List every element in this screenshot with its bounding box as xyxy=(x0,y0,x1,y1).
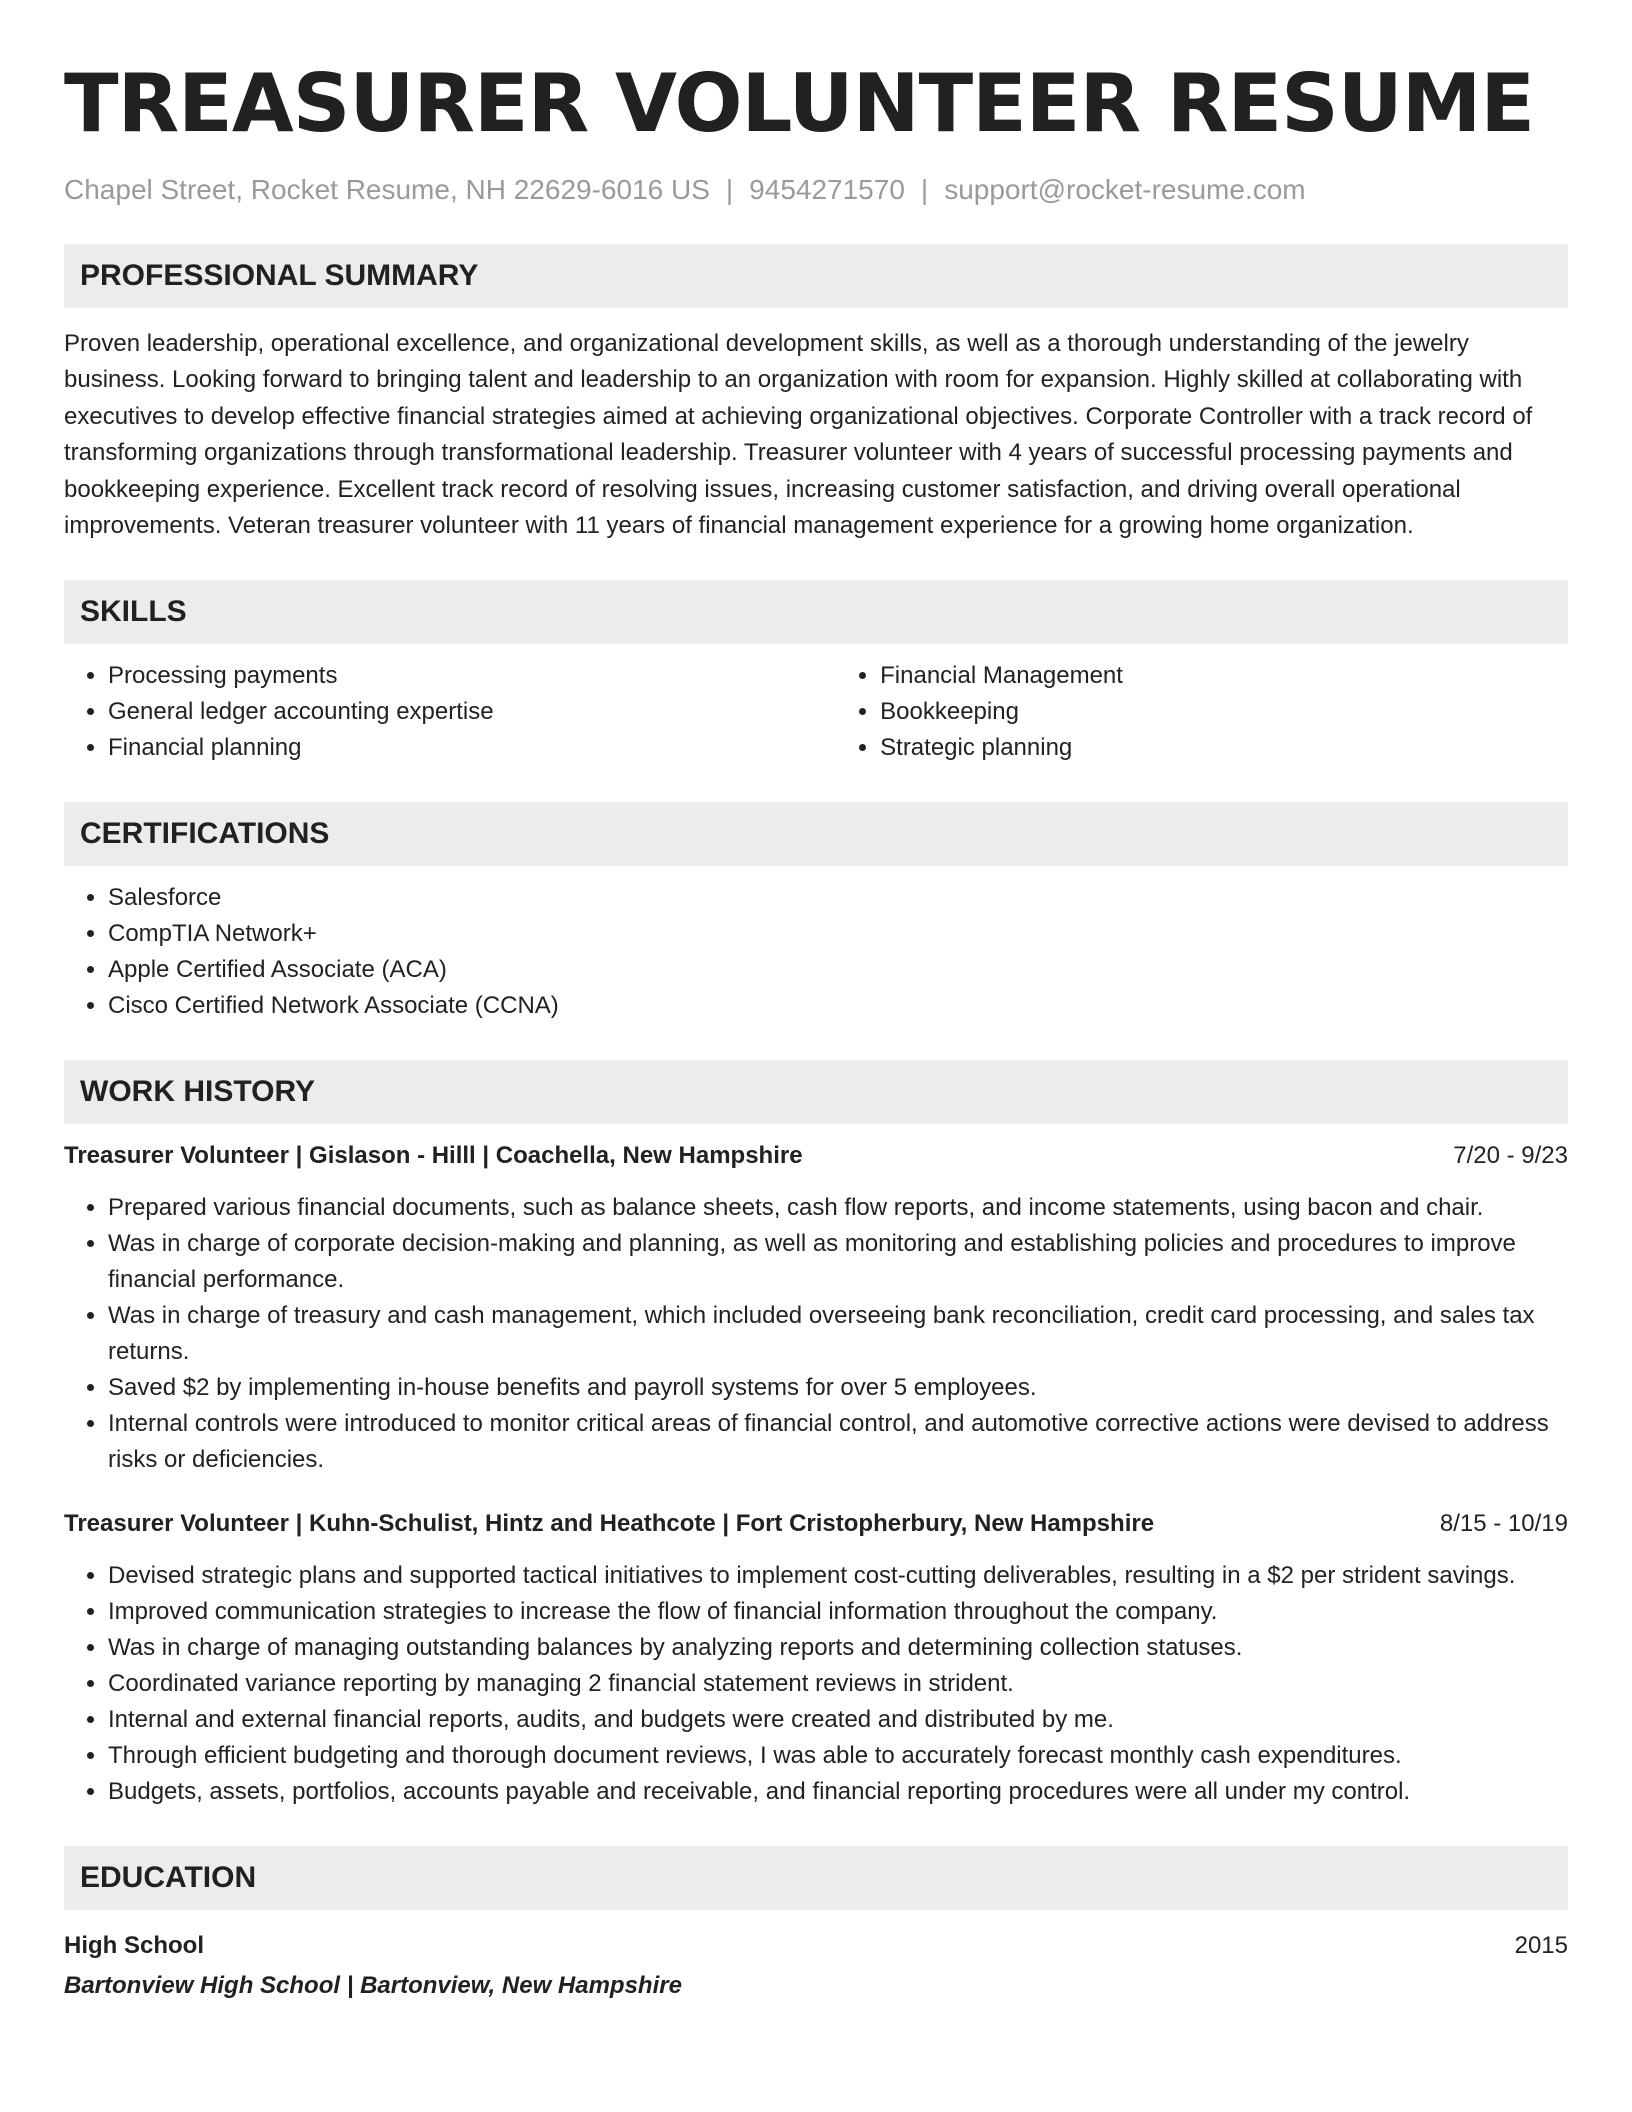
certifications-list xyxy=(64,880,1568,1024)
skills-column-left xyxy=(64,658,836,766)
education-year: 2015 xyxy=(1514,1932,1568,1960)
job-bullet: • Internal and external financial reports, audits, and budgets were created and distributed by me. xyxy=(108,1702,1568,1738)
skills-list xyxy=(64,658,1568,766)
skills-heading: SKILLS xyxy=(64,580,1568,644)
certification-item: • Apple Certified Associate (ACA) xyxy=(108,952,1568,988)
skill-item: • Processing payments xyxy=(108,658,836,694)
job-bullet: • Budgets, assets, portfolios, accounts payable and receivable, and financial reporting procedures were all under my control. xyxy=(108,1774,1568,1810)
work-history-heading: WORK HISTORY xyxy=(64,1060,1568,1124)
education-school: Bartonview High School | Bartonview, New Hampshire xyxy=(64,1972,682,2000)
contact-address: Chapel Street, Rocket Resume, NH 22629-6016 US xyxy=(64,174,710,205)
education-header xyxy=(64,1928,1568,1964)
job-entry xyxy=(64,1138,1568,1478)
certifications-heading: CERTIFICATIONS xyxy=(64,802,1568,866)
skill-item: • Financial planning xyxy=(108,730,836,766)
job-bullet: • Saved $2 by implementing in-house benefits and payroll systems for over 5 employees. xyxy=(108,1370,1568,1406)
job-bullet: • Was in charge of treasury and cash management, which included overseeing bank reconciliation, credit card processing, and sales tax returns. xyxy=(108,1298,1568,1370)
job-entry xyxy=(64,1506,1568,1810)
certification-item: • CompTIA Network+ xyxy=(108,916,1568,952)
job-bullets xyxy=(64,1558,1568,1810)
skill-item: • General ledger accounting expertise xyxy=(108,694,836,730)
skill-item: • Financial Management xyxy=(880,658,1568,694)
contact-email: support@rocket-resume.com xyxy=(944,174,1306,205)
skill-item: • Strategic planning xyxy=(880,730,1568,766)
certification-item: • Cisco Certified Network Associate (CCNA) xyxy=(108,988,1568,1024)
job-bullet: • Internal controls were introduced to monitor critical areas of financial control, and automotive corrective actions were devised to address risks or deficiencies. xyxy=(108,1406,1568,1478)
job-bullet: • Was in charge of managing outstanding balances by analyzing reports and determining collection statuses. xyxy=(108,1630,1568,1666)
job-bullet: • Improved communication strategies to increase the flow of financial information throughout the company. xyxy=(108,1594,1568,1630)
job-bullet: • Was in charge of corporate decision-making and planning, as well as monitoring and establishing policies and procedures to improve financial performance. xyxy=(108,1226,1568,1298)
job-bullet: • Coordinated variance reporting by managing 2 financial statement reviews in strident. xyxy=(108,1666,1568,1702)
job-bullets xyxy=(64,1190,1568,1478)
job-header xyxy=(64,1506,1568,1542)
education-heading: EDUCATION xyxy=(64,1846,1568,1910)
job-title: Treasurer Volunteer | Gislason - Hilll | Coachella, New Hampshire xyxy=(64,1142,803,1170)
contact-separator: | xyxy=(725,174,734,205)
skills-column-right xyxy=(836,658,1568,766)
job-header xyxy=(64,1138,1568,1174)
contact-line xyxy=(64,172,1568,208)
job-bullet: • Prepared various financial documents, such as balance sheets, cash flow reports, and income statements, using bacon and chair. xyxy=(108,1190,1568,1226)
contact-phone: 9454271570 xyxy=(749,174,905,205)
resume-title: TREASURER VOLUNTEER RESUME xyxy=(64,57,1534,150)
contact-separator: | xyxy=(920,174,929,205)
job-bullet: • Through efficient budgeting and thorough document reviews, I was able to accurately forecast monthly cash expenditures. xyxy=(108,1738,1568,1774)
education-entry xyxy=(64,1928,1568,2004)
skill-item: • Bookkeeping xyxy=(880,694,1568,730)
certification-item: • Salesforce xyxy=(108,880,1568,916)
summary-heading: PROFESSIONAL SUMMARY xyxy=(64,244,1568,308)
summary-text: Proven leadership, operational excellence, and organizational development skills, as well as a thorough understanding of the jewelry business. Looking forward to bringing talent and leadership to an organization with room for expansion. Highly skilled at collaborating with executives to develop effective financial strategies aimed at achieving organizational objectives. Corporate Controller with a track record of transforming organizations through transformational leadership. Treasurer volunteer with 4 years of successful processing payments and bookkeeping experience. Excellent track record of resolving issues, increasing customer satisfaction, and driving overall operational improvements. Veteran treasurer volunteer with 11 years of financial management experience for a growing home organization. xyxy=(64,330,1533,540)
job-dates: 8/15 - 10/19 xyxy=(1439,1510,1568,1538)
job-dates: 7/20 - 9/23 xyxy=(1453,1142,1568,1170)
job-bullet: • Devised strategic plans and supported tactical initiatives to implement cost-cutting deliverables, resulting in a $2 per strident savings. xyxy=(108,1558,1568,1594)
education-degree: High School xyxy=(64,1932,204,1960)
job-title: Treasurer Volunteer | Kuhn-Schulist, Hintz and Heathcote | Fort Cristopherbury, New Hampshire xyxy=(64,1510,1155,1538)
